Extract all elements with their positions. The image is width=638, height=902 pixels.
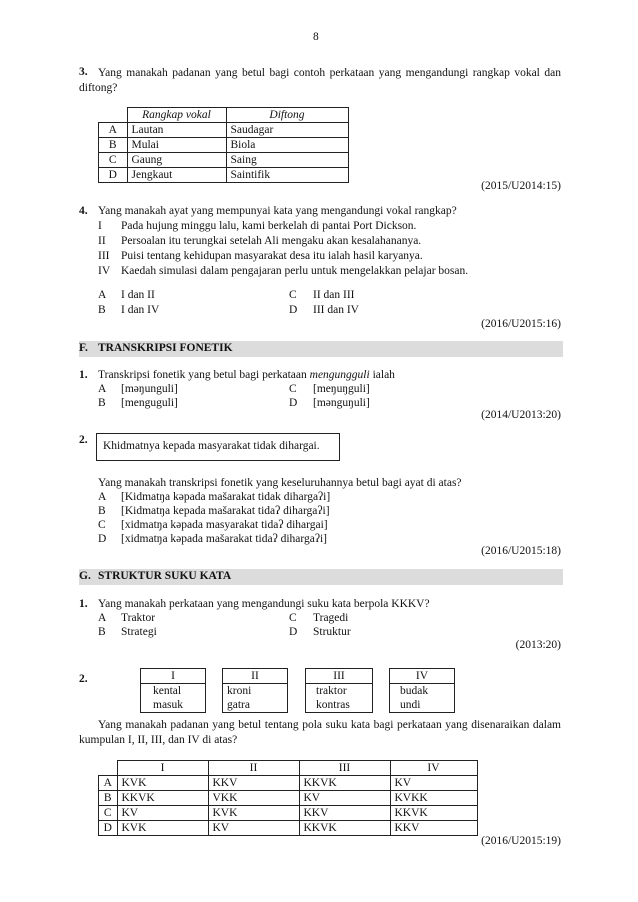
f2-option: [xidmatŋa kəpada mašarakat tidaʔ dihargaʔi] <box>121 533 327 545</box>
q3-opt: B <box>99 138 128 153</box>
section-g-header <box>79 569 563 585</box>
g2-number: 2. <box>79 673 88 685</box>
page-number: 8 <box>313 31 319 43</box>
g2-group-iii: III traktor kontras <box>305 668 373 713</box>
f2-option: [Kidmatŋa kəpada mašarakat tidak dihargaʔi] <box>121 491 331 503</box>
q4-source: (2016/U2015:16) <box>481 318 561 330</box>
g1-number: 1. <box>79 598 88 610</box>
f2-text: Yang manakah transkripsi fonetik yang keseluruhannya betul bagi ayat di atas? <box>98 477 462 489</box>
g1-option-a: Traktor <box>121 612 156 624</box>
g1-option-d: Struktur <box>313 626 351 638</box>
q3-source: (2015/U2014:15) <box>481 180 561 192</box>
f2-boxed-sentence: Khidmatnya kepada masyarakat tidak dihargai. <box>96 433 340 461</box>
f1-option-a: [məŋunguli] <box>121 383 178 395</box>
q4-text: Yang manakah ayat yang mempunyai kata yang mengandungi vokal rangkap? <box>98 205 457 217</box>
g2-answer-table: I II III IV A KVK KKV KKVK KV B KKVK VKK KV KVKK C KV KVK KKV KKVK D KVK KV KKVK KKV <box>98 760 478 836</box>
q3-opt: D <box>99 168 128 183</box>
q3-cell: Lautan <box>127 123 226 138</box>
f1-number: 1. <box>79 369 88 381</box>
q4-item: Pada hujung minggu lalu, kami berkelah di pantai Port Dickson. <box>121 220 417 232</box>
q4-item: Puisi tentang kehidupan masyarakat desa itu ialah hasil karyanya. <box>121 250 423 262</box>
f2-number: 2. <box>79 434 88 446</box>
g2-group-iv: IV budak undi <box>389 668 455 713</box>
f2-source: (2016/U2015:18) <box>481 545 561 557</box>
q3-cell: Saintifik <box>226 168 348 183</box>
f1-source: (2014/U2013:20) <box>481 409 561 421</box>
g2-text: Yang manakah padanan yang betul tentang pola suku kata bagi perkataan yang disenaraikan dalam kumpulan I, II, III, dan IV di atas? <box>79 719 561 746</box>
q4-option-b: I dan IV <box>121 304 160 316</box>
q4-option-d: III dan IV <box>313 304 359 316</box>
q3-cell: Jengkaut <box>127 168 226 183</box>
g2-group-i: I kental masuk <box>140 668 206 713</box>
q4-roman: I <box>98 220 102 232</box>
f2-option: [Kidmatŋa kepada mašarakat tidaʔ dihargaʔi] <box>121 505 330 517</box>
section-f-header <box>79 341 563 357</box>
q3-cell: Gaung <box>127 153 226 168</box>
q3-cell: Saudagar <box>226 123 348 138</box>
q3-number: 3. <box>79 66 88 78</box>
q3-cell: Mulai <box>127 138 226 153</box>
q3-opt: A <box>99 123 128 138</box>
q4-option-c: II dan III <box>313 289 355 301</box>
f1-option-b: [menguguli] <box>121 397 178 409</box>
g2-source: (2016/U2015:19) <box>481 835 561 847</box>
q3-cell: Biola <box>226 138 348 153</box>
g1-option-b: Strategi <box>121 626 157 638</box>
q4-item: Kaedah simulasi dalam pengajaran perlu untuk mengelakkan pelajar bosan. <box>121 265 469 277</box>
section-f-title: TRANSKRIPSI FONETIK <box>98 342 233 354</box>
q4-roman: IV <box>98 265 111 277</box>
g2-group-ii: II kroni gatra <box>222 668 288 713</box>
q3-opt: C <box>99 153 128 168</box>
q3-cell: Saing <box>226 153 348 168</box>
section-f-letter: F. <box>79 342 88 354</box>
q3-table <box>98 107 349 183</box>
section-g-letter: G. <box>79 570 91 582</box>
q4-item: Persoalan itu terungkai setelah Ali mengaku akan kesalahananya. <box>121 235 422 247</box>
q4-roman: II <box>98 235 106 247</box>
f1-option-c: [meŋuŋguli] <box>313 383 370 395</box>
g1-option-c: Tragedi <box>313 612 349 624</box>
q4-option-a: I dan II <box>121 289 155 301</box>
q4-number: 4. <box>79 205 88 217</box>
f1-option-d: [mənguŋuli] <box>313 397 370 409</box>
q3-col1-header: Rangkap vokal <box>127 108 226 123</box>
q3-col2-header: Diftong <box>226 108 348 123</box>
f2-option: [xidmatŋa kəpada masyarakat tidaʔ dihargai] <box>121 519 328 531</box>
f1-text: Transkripsi fonetik yang betul bagi perkataan mengungguli ialah <box>98 369 395 381</box>
g1-source: (2013:20) <box>515 639 561 651</box>
q4-roman: III <box>98 250 110 262</box>
section-g-title: STRUKTUR SUKU KATA <box>98 570 232 582</box>
q3-text: Yang manakah padanan yang betul bagi contoh perkataan yang mengandungi rangkap vokal dan diftong? <box>79 67 561 94</box>
g1-text: Yang manakah perkataan yang mengandungi suku kata berpola KKKV? <box>98 598 430 610</box>
